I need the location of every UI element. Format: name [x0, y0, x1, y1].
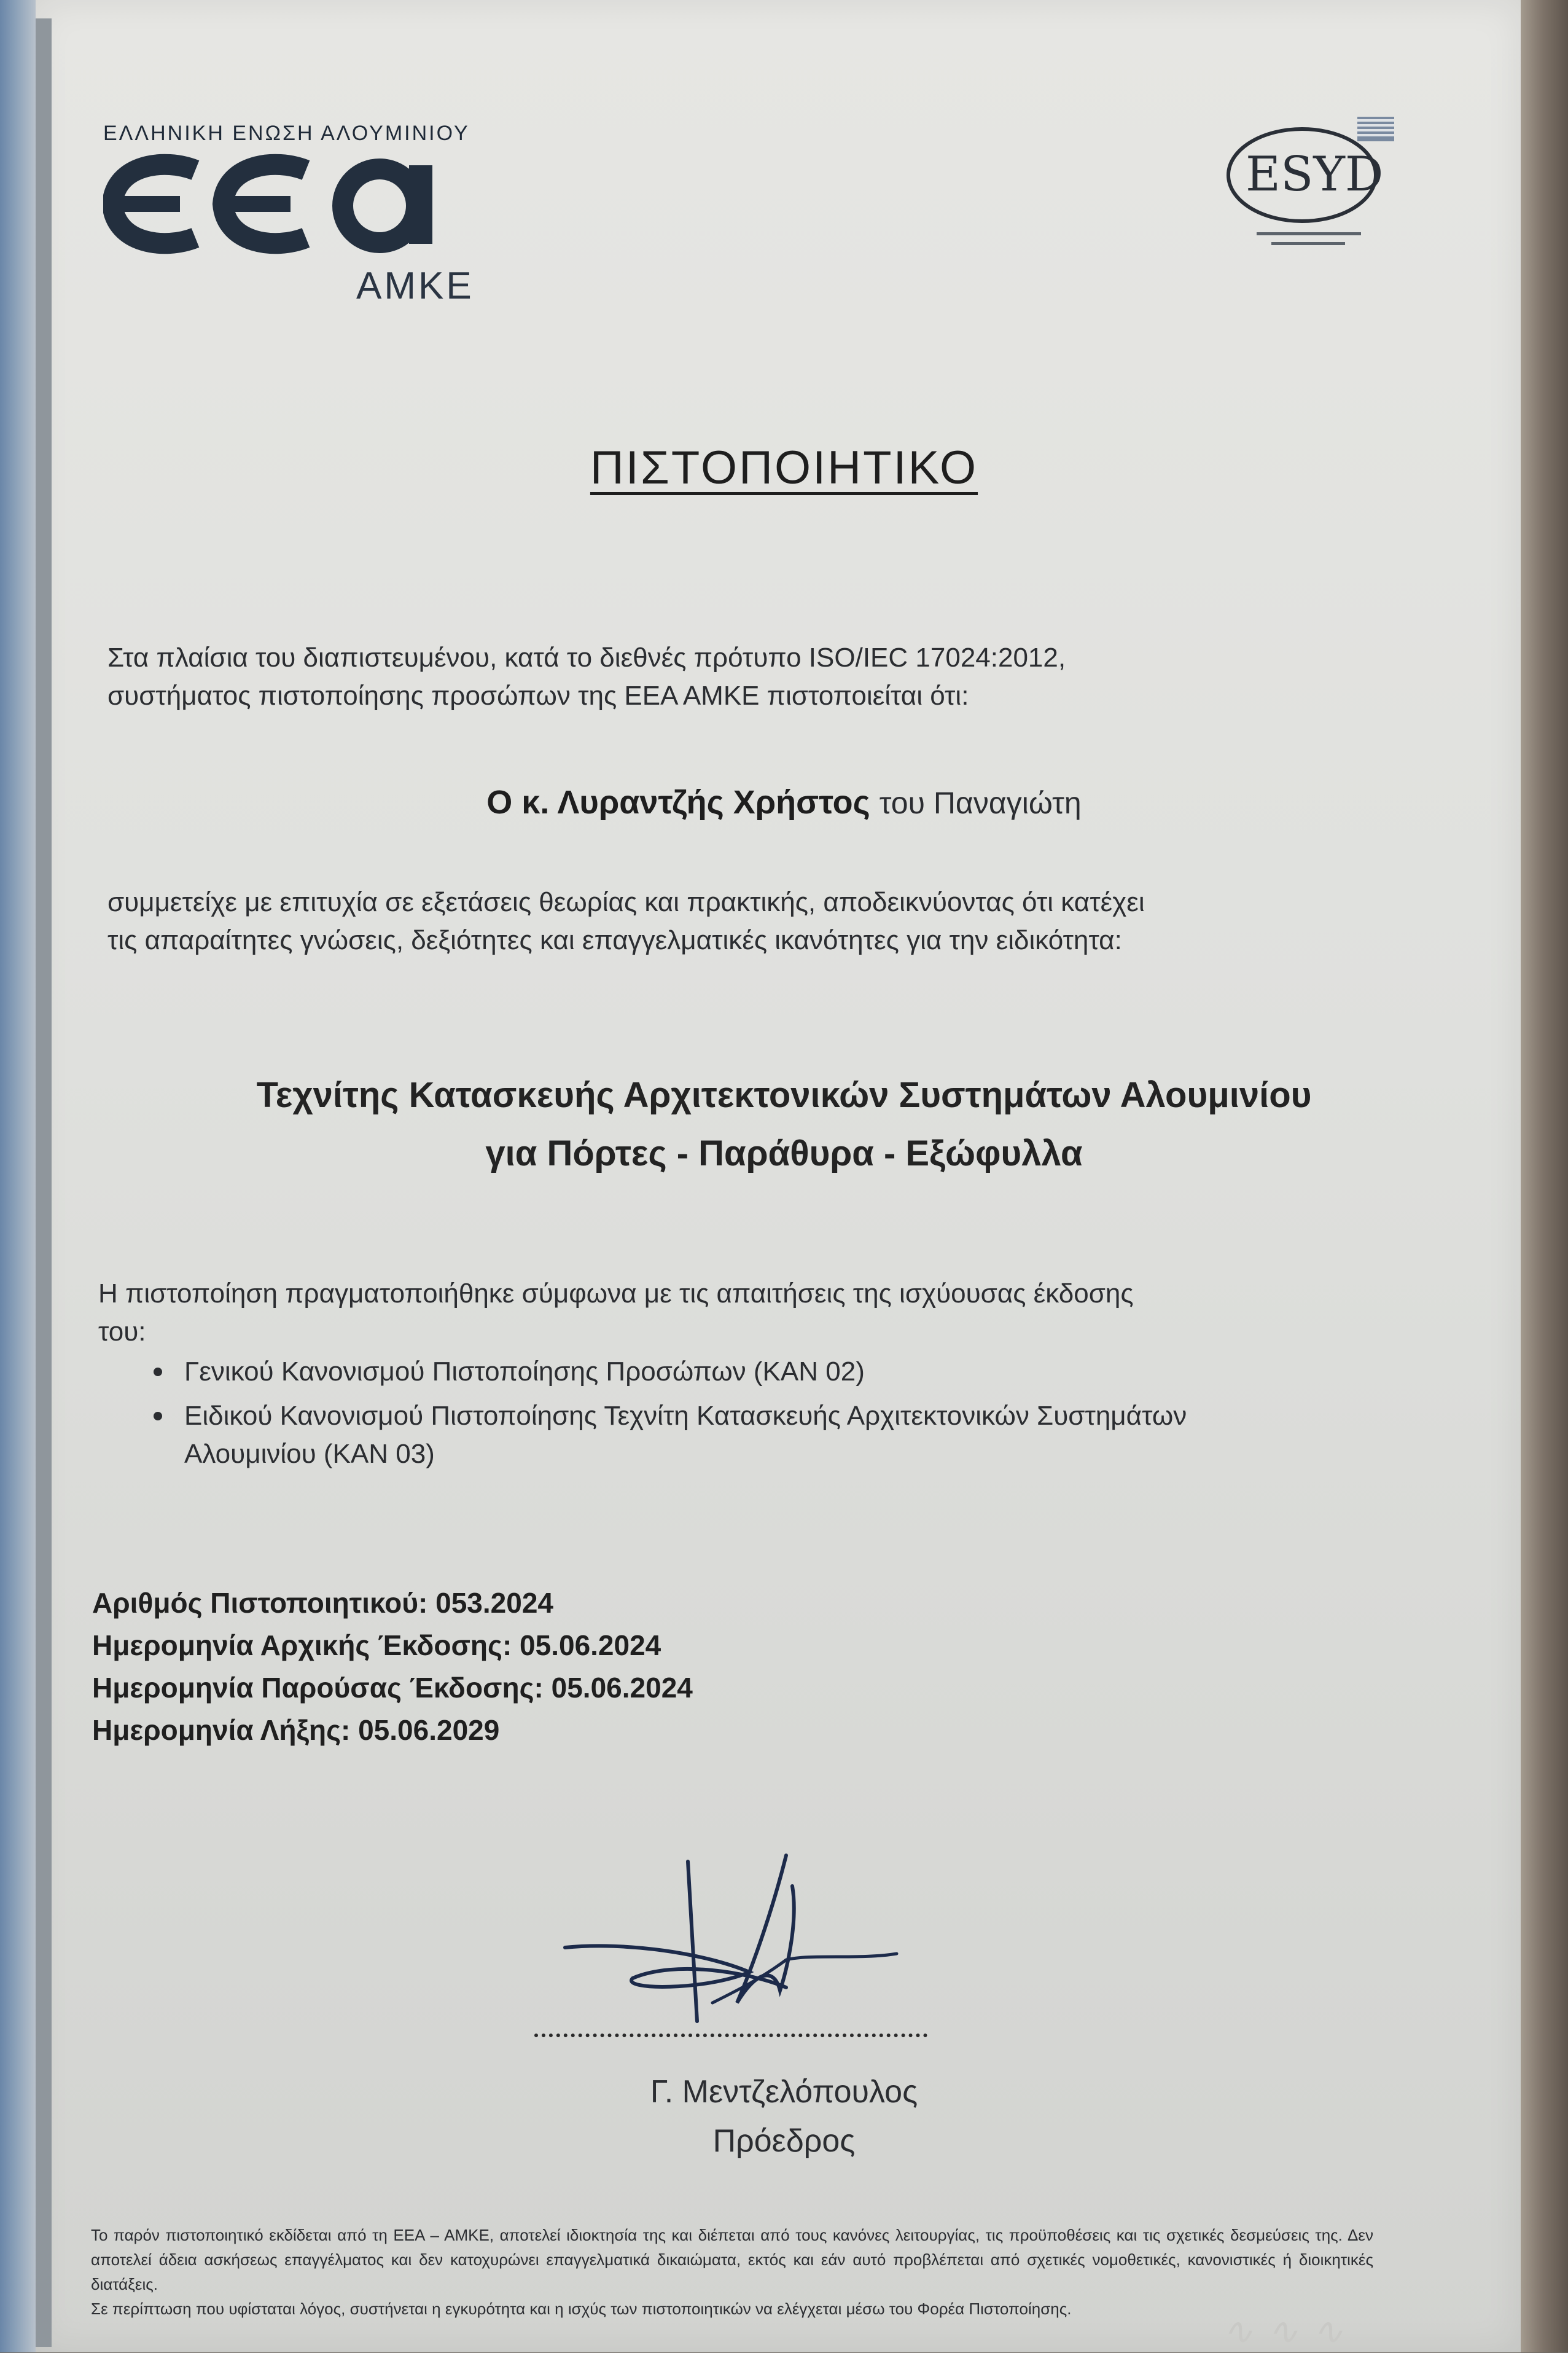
regulation-item: Ειδικού Κανονισμού Πιστοποίησης Τεχνίτη Κατασκευής Αρχιτεκτονικών Συστημάτων Αλουμινίου (ΚΑΝ 03): [154, 1397, 1259, 1473]
certificate-details: [92, 1582, 693, 1752]
compliance-line-2: του:: [98, 1317, 146, 1347]
signature-icon: [553, 1849, 934, 2046]
footer-line-2: Σε περίπτωση που υφίσταται λόγος, συστήνεται η εγκυρότητα και η ισχύς των πιστοποιητικών να ελέγχεται μέσω του Φορέα Πιστοποίησης.: [91, 2300, 1072, 2318]
esyd-accreditation-logo: [1222, 111, 1406, 258]
signer-name: Γ. Μεντζελόπουλος: [650, 2074, 918, 2110]
recipient: [0, 783, 1568, 821]
signature-line: [534, 2034, 927, 2037]
intro-line-2: συστήματος πιστοποίησης προσώπων της ΕΕΑ ΑΜΚΕ πιστοποιείται ότι:: [107, 681, 969, 711]
regulations-list: [154, 1353, 1259, 1479]
certificate-title: ΠΙΣΤΟΠΟΙΗΤΙΚΟ: [590, 442, 978, 494]
expiry-date: Ημερομηνία Λήξης: 05.06.2029: [92, 1714, 500, 1746]
eea-logo-icon: [103, 152, 496, 256]
achievement-line-1: συμμετείχε με επιτυχία σε εξετάσεις θεωρίας και πρακτικής, αποδεικνύοντας ότι κατέχει: [107, 887, 1145, 917]
recipient-patronymic: του Παναγιώτη: [879, 786, 1082, 820]
intro-line-1: Στα πλαίσια του διαπιστευμένου, κατά το διεθνές πρότυπο ISO/IEC 17024:2012,: [107, 643, 1066, 673]
achievement-line-2: τις απαραίτητες γνώσεις, δεξιότητες και επαγγελματικές ικανότητες για την ειδικότητα:: [107, 925, 1122, 955]
specialty-title: [0, 1066, 1568, 1183]
signer-block: [0, 2067, 1568, 2166]
esyd-logo-lettering: ESYD: [1246, 147, 1384, 202]
recipient-name: Ο κ. Λυραντζής Χρήστος: [486, 784, 870, 821]
compliance-line-1: Η πιστοποίηση πραγματοποιήθηκε σύμφωνα με τις απαιτήσεις της ισχύουσας έκδοσης: [98, 1278, 1134, 1309]
eea-logo-block: [103, 122, 521, 307]
certificate-number: Αριθμός Πιστοποιητικού: 053.2024: [92, 1587, 553, 1619]
specialty-line-1: Τεχνίτης Κατασκευής Αρχιτεκτονικών Συστημάτων Αλουμινίου: [256, 1075, 1312, 1115]
regulation-item: Γενικού Κανονισμού Πιστοποίησης Προσώπων (ΚΑΝ 02): [154, 1353, 1259, 1391]
signer-role: Πρόεδρος: [712, 2123, 856, 2159]
paper-left-band: [36, 18, 52, 2347]
footer-disclaimer: [91, 2223, 1373, 2321]
amke-label: ΑΜΚΕ: [356, 265, 474, 307]
initial-issue-date: Ημερομηνία Αρχικής Έκδοσης: 05.06.2024: [92, 1629, 661, 1661]
specialty-line-2: για Πόρτες - Παράθυρα - Εξώφυλλα: [485, 1133, 1083, 1173]
embossed-stamp-mark: ∿ ∿ ∿: [1222, 2310, 1344, 2353]
current-issue-date: Ημερομηνία Παρούσας Έκδοσης: 05.06.2024: [92, 1672, 693, 1704]
footer-line-1: Το παρόν πιστοποιητικό εκδίδεται από τη ΕΕΑ – ΑΜΚΕ, αποτελεί ιδιοκτησία της και διέπεται από τους κανόνες λειτουργίας, τις προϋποθέσεις και τις σχετικές δεσμεύσεις της. Δεν αποτελεί άδεια ασκήσεως επαγγέλματος και δεν κατοχυρώνει επαγγελματικά δικαιώματα, εκτός και εάν αυτό προβλέπεται από σχετικές νομοθετικές, κανονιστικές ή διοικητικές διατάξεις.: [91, 2226, 1373, 2293]
association-tagline: ΕΛΛΗΝΙΚΗ ΕΝΩΣΗ ΑΛΟΥΜΙΝΙΟΥ: [103, 122, 470, 145]
